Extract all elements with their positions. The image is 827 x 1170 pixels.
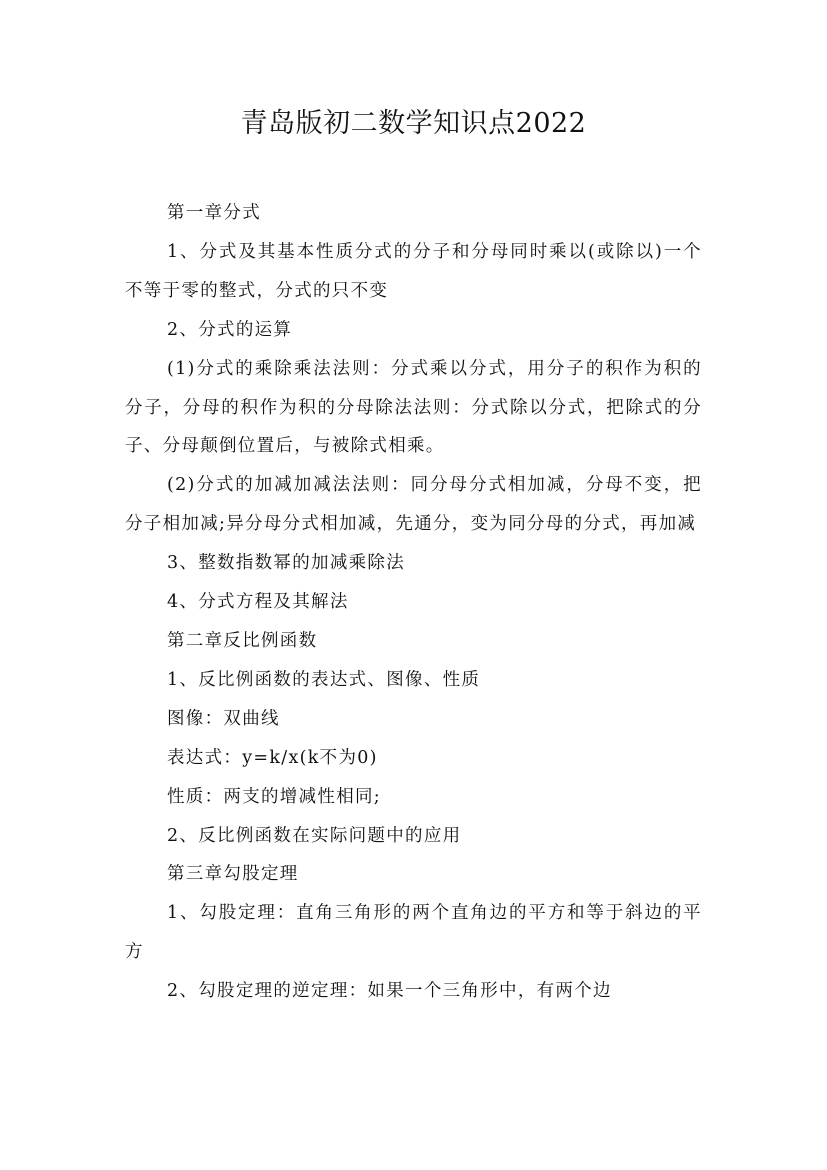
document-title: 青岛版初二数学知识点2022 (240, 108, 587, 139)
paragraph: 4、分式方程及其解法 (167, 592, 349, 613)
paragraph: 1、勾股定理：直角三角形的两个直角边的平方和等于斜边的平方 (125, 903, 702, 963)
paragraph: 2、分式的运算 (167, 319, 293, 340)
chapter-heading: 第三章勾股定理 (167, 864, 299, 885)
paragraph: (2)分式的加减加减法法则：同分母分式相加减，分母不变，把分子相加减;异分母分式相加减，先通分，变为同分母的分式，再加减 (125, 475, 702, 535)
paragraph: 1、反比例函数的表达式、图像、性质 (167, 669, 481, 690)
paragraph: 2、勾股定理的逆定理：如果一个三角形中，有两个边 (167, 981, 612, 1002)
paragraph: 2、反比例函数在实际问题中的应用 (167, 825, 462, 846)
paragraph: 表达式：y=k/x(k不为0) (167, 747, 378, 768)
chapter-heading: 第二章反比例函数 (167, 630, 318, 651)
document-body (125, 194, 702, 1011)
paragraph: (1)分式的乘除乘法法则：分式乘以分式，用分子的积作为积的分子，分母的积作为积的分母除法法则：分式除以分式，把除式的分子、分母颠倒位置后，与被除式相乘。 (125, 358, 702, 457)
paragraph: 1、分式及其基本性质分式的分子和分母同时乘以(或除以)一个不等于零的整式，分式的只不变 (125, 241, 702, 301)
paragraph: 3、整数指数幂的加减乘除法 (167, 553, 406, 574)
paragraph: 图像：双曲线 (167, 708, 280, 729)
chapter-heading: 第一章分式 (167, 203, 261, 223)
paragraph: 性质：两支的增减性相同; (167, 786, 381, 807)
